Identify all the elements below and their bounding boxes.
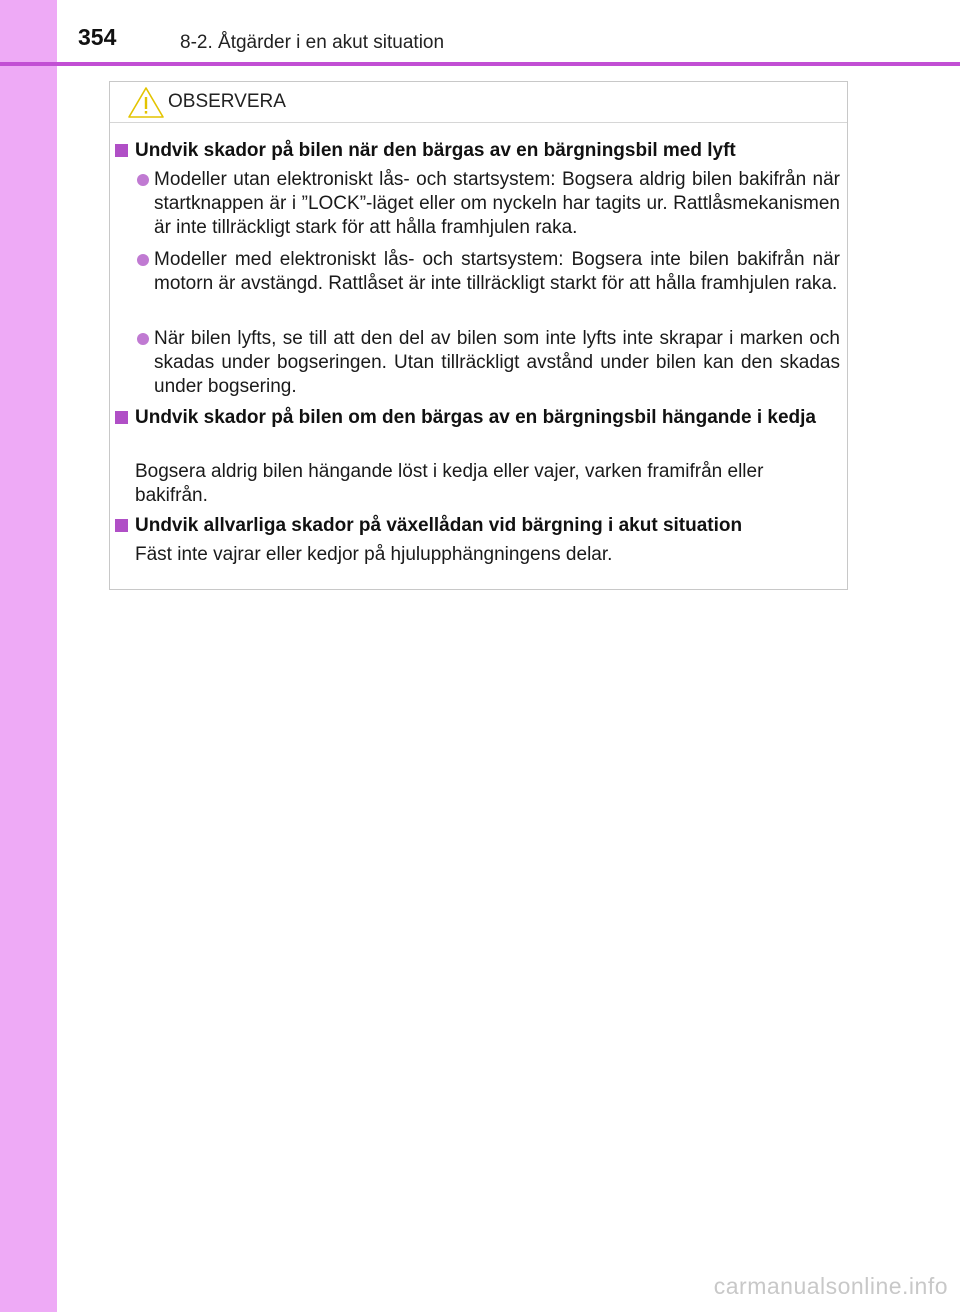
caution-box	[109, 81, 848, 590]
bullet-item	[154, 168, 840, 240]
section-heading	[135, 139, 840, 163]
bullet-text: När bilen lyfts, se till att den del av bilen som inte lyfts inte skrapar i marken och skadas under bogseringen. Utan tillräckligt avstånd under bilen kan den skadas under bogsering.	[154, 328, 840, 397]
header-rule	[0, 62, 960, 66]
section-title: 8-2. Åtgärder i en akut situation	[180, 32, 445, 53]
caution-label: OBSERVERA	[168, 91, 286, 112]
heading-marker-icon	[115, 519, 128, 532]
section-heading	[135, 406, 840, 430]
bullet-dot-icon	[137, 333, 149, 345]
page-number: 354	[78, 24, 117, 50]
bullet-text: Modeller utan elektroniskt lås- och startsystem: Bogsera aldrig bilen bakifrån när startknappen är i ”LOCK”-läget eller om nyckeln har tagits ur. Rattlåsmekanismen är inte tillräckligt stark för att hålla framhjulen raka.	[154, 169, 840, 238]
section-heading-text: Undvik skador på bilen när den bärgas av en bärgningsbil med lyft	[135, 140, 736, 161]
section-heading	[135, 514, 840, 538]
heading-marker-icon	[115, 144, 128, 157]
section-heading-text: Undvik skador på bilen om den bärgas av en bärgningsbil hängande i kedja	[135, 407, 816, 428]
section-text: Bogsera aldrig bilen hängande löst i kedja eller vajer, varken framifrån eller bakifrån.	[135, 461, 764, 506]
watermark: carmanualsonline.info	[713, 1273, 948, 1299]
bullet-dot-icon	[137, 254, 149, 266]
bullet-item	[154, 327, 840, 399]
bullet-text: Modeller med elektroniskt lås- och startsystem: Bogsera inte bilen bakifrån när motorn är avstängd. Rattlåset är inte tillräckligt starkt för att hålla framhjulen raka.	[154, 249, 840, 294]
warning-triangle-icon	[127, 86, 165, 119]
heading-marker-icon	[115, 411, 128, 424]
section-text: Fäst inte vajrar eller kedjor på hjulupphängningens delar.	[135, 544, 613, 565]
bullet-dot-icon	[137, 174, 149, 186]
side-color-band	[0, 0, 57, 1312]
section-heading-text: Undvik allvarliga skador på växellådan vid bärgning i akut situation	[135, 515, 743, 536]
caution-header	[110, 82, 847, 123]
bullet-item	[154, 248, 840, 296]
